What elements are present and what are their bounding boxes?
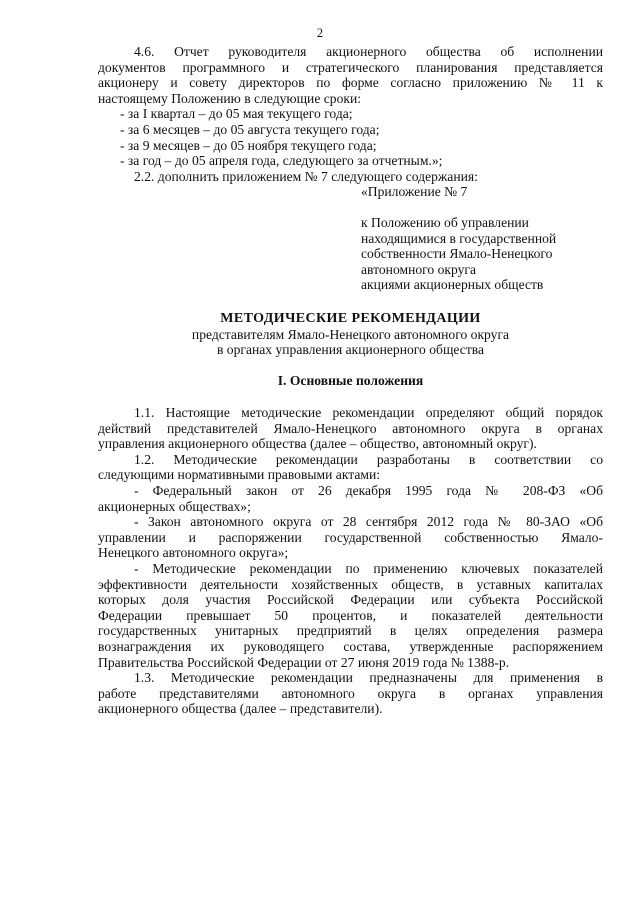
text-line: - Методические рекомендации по применению ключевых показателей — [134, 560, 603, 576]
text-line: 1.2. Методические рекомендации разработаны в соответствии со — [134, 451, 603, 467]
text-line: управления акционерного общества (далее – общество, автономный округ). — [98, 436, 537, 452]
text-line: вознаграждения их руководящего состава, утвержденные распоряжением — [98, 638, 603, 654]
text-line: следующими нормативными правовыми актами: — [98, 467, 381, 483]
appendix-line: акциями акционерных обществ — [361, 277, 544, 293]
section-4-6 — [98, 44, 603, 184]
text-line: работе представителями автономного округа в органах управления — [98, 685, 603, 701]
deadline-item: - за 6 месяцев – до 05 августа текущего года; — [120, 121, 380, 137]
deadline-item: - за год – до 05 апреля года, следующего за отчетным.»; — [120, 153, 443, 169]
text-line: которых доля участия Российской Федерации или субъекта Российской — [98, 592, 603, 608]
text-line: настоящему Положению в следующие сроки: — [98, 90, 362, 106]
appendix-line: собственности Ямало-Ненецкого — [361, 246, 553, 262]
text-line: управлении и распоряжении государственной собственностью Ямало- — [98, 529, 603, 545]
text-line: 1.3. Методические рекомендации предназначены для применения в — [134, 670, 603, 686]
appendix-reference — [361, 215, 611, 293]
text-line: Федерации превышает 50 процентов, и показателей деятельности — [98, 607, 603, 623]
text-line: - Федеральный закон от 26 декабря 1995 года № 208-ФЗ «Об — [134, 482, 603, 498]
document-subtitle: представителям Ямало-Ненецкого автономного округа — [191, 327, 510, 342]
appendix-label: «Приложение № 7 — [361, 184, 468, 199]
text-line: акционерных обществах»; — [98, 498, 251, 514]
appendix-line: находящимися в государственной — [361, 230, 557, 246]
deadline-item: - за I квартал – до 05 мая текущего года; — [120, 106, 353, 122]
item-2-2: 2.2. дополнить приложением № 7 следующего содержания: — [134, 168, 478, 184]
text-line: Ненецкого автономного округа»; — [98, 545, 289, 561]
document-title: МЕТОДИЧЕСКИЕ РЕКОМЕНДАЦИИ — [220, 311, 481, 326]
text-line: акционерного общества (далее – представители). — [98, 701, 383, 717]
text-line: - Закон автономного округа от 28 сентября 2012 года № 80-ЗАО «Об — [134, 514, 603, 530]
text-line: документов программного и стратегического планирования представляется — [98, 59, 603, 75]
text-line: Правительства Российской Федерации от 27 июня 2019 года № 1388-р. — [98, 654, 510, 670]
section-heading: I. Основные положения — [277, 373, 424, 388]
appendix-line: к Положению об управлении — [361, 215, 529, 230]
text-line: действий представителей Ямало-Ненецкого автономного округа в органах — [98, 420, 603, 436]
text-line: 4.6. Отчет руководителя акционерного общества об исполнении — [134, 44, 603, 59]
text-line: 1.1. Настоящие методические рекомендации определяют общий порядок — [134, 405, 603, 420]
text-line: эффективности деятельности хозяйственных обществ, в уставных капиталах — [98, 576, 603, 592]
section-1-body — [98, 405, 603, 717]
page-number: 2 — [316, 26, 324, 40]
deadline-item: - за 9 месяцев – до 05 ноября текущего года; — [120, 137, 377, 153]
text-line: акционеру и совету директоров по форме согласно приложению № 11 к — [98, 75, 603, 91]
text-line: государственных унитарных предприятий в целях определения размера — [98, 623, 603, 639]
appendix-line: автономного округа — [361, 261, 477, 277]
document-subtitle: в органах управления акционерного общества — [216, 342, 485, 357]
